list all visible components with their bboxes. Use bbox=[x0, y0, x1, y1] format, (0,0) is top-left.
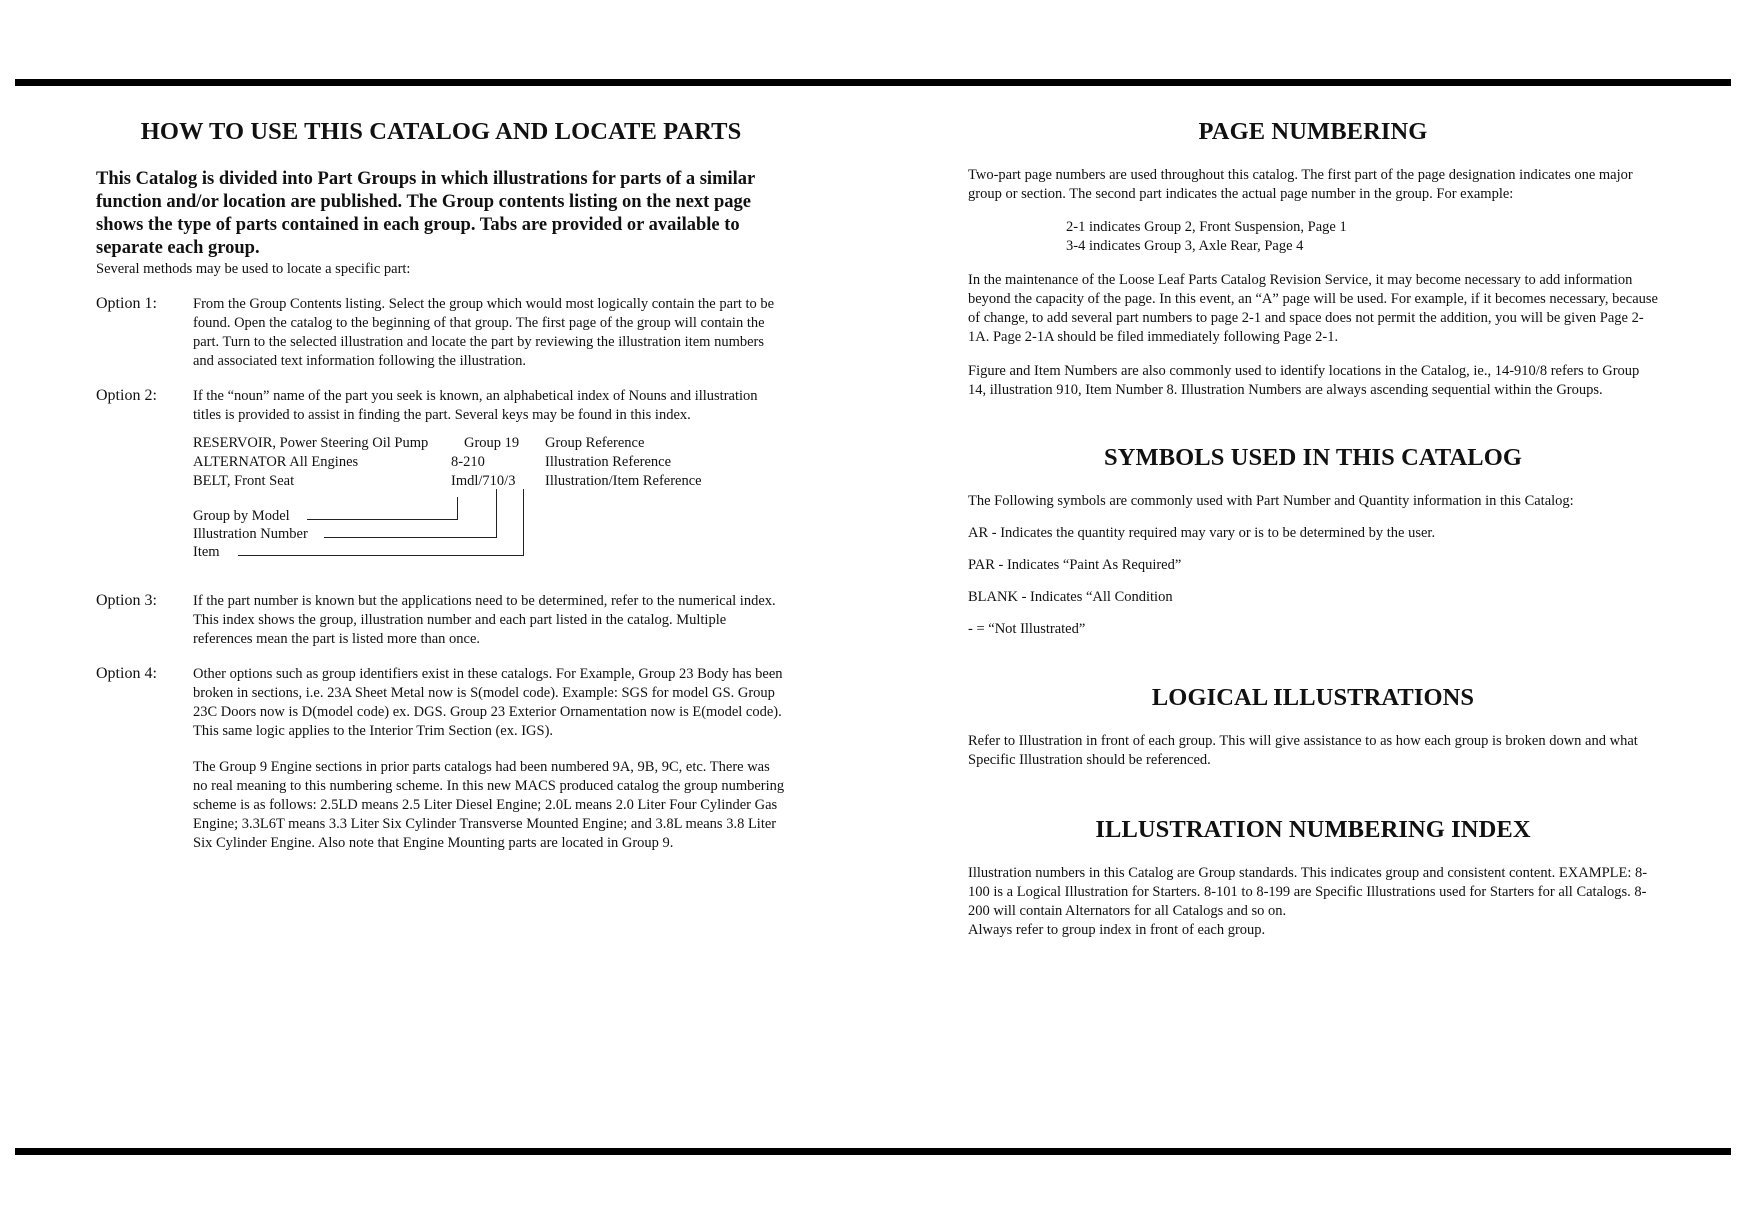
key-group-by-model: Group by Model bbox=[193, 508, 290, 524]
example-name: RESERVOIR, Power Steering Oil Pump bbox=[193, 435, 429, 451]
leader-line bbox=[523, 489, 524, 556]
catalog-intro-lead: This Catalog is divided into Part Groups in which illustrations for parts of a similar function and/or location are published. The Group contents listing on the next page shows the type of parts contained in each group. Tabs are provided or available to separate each group. bbox=[96, 169, 755, 258]
option-text: If the part number is known but the applications need to be determined, refer to the numerical index. This index shows the group, illustration number and each part listed in the catalog. Multiple references mean the part is listed more than once. bbox=[193, 593, 776, 647]
symbol-ar: AR - Indicates the quantity required may vary or is to be determined by the user. bbox=[968, 525, 1436, 541]
leader-line bbox=[307, 519, 457, 520]
option-text: From the Group Contents listing. Select the group which would most logically contain the part to be found. Open the catalog to the beginning of that group. The first page of the group will contain the part. Turn to the selected illustration and locate the part by reviewing the illustration item numbers and associated text information following the illustration. bbox=[193, 296, 775, 369]
leader-line bbox=[238, 555, 523, 556]
how-to-use-title: HOW TO USE THIS CATALOG AND LOCATE PARTS bbox=[140, 118, 742, 145]
option-1 bbox=[96, 295, 786, 371]
example-ref: Illustration Reference bbox=[545, 454, 672, 470]
symbols-intro: The Following symbols are commonly used with Part Number and Quantity information in this Catalog: bbox=[968, 493, 1574, 509]
bottom-rule bbox=[15, 1148, 1731, 1155]
option-text: If the “noun” name of the part you seek is known, an alphabetical index of Nouns and illustration titles is provided to assist in finding the part. Several keys may be found in this index. bbox=[193, 388, 758, 423]
page-numbering-title: PAGE NUMBERING bbox=[1198, 118, 1428, 145]
logical-illustrations-title: LOGICAL ILLUSTRATIONS bbox=[1151, 684, 1475, 711]
option-label: Option 3: bbox=[96, 592, 157, 609]
page-numbering-p2: In the maintenance of the Loose Leaf Parts Catalog Revision Service, it may become necessary to add information beyond the capacity of the page. In this event, an “A” page will be used. For example, if it becomes necessary, because of change, to add several part numbers to page 2-1 and space does not permit the addition, you will be given Page 2-1A. Page 2-1A should be filed immediately following Page 2-1. bbox=[968, 272, 1658, 345]
left-column bbox=[96, 118, 786, 853]
example-name: ALTERNATOR All Engines bbox=[193, 454, 359, 470]
leader-line bbox=[496, 489, 497, 538]
right-column bbox=[968, 118, 1658, 940]
option-label: Option 4: bbox=[96, 665, 157, 682]
key-item: Item bbox=[193, 544, 220, 560]
symbols-title: SYMBOLS USED IN THIS CATALOG bbox=[1103, 444, 1523, 471]
leader-line bbox=[457, 497, 458, 520]
page-numbering-p1: Two-part page numbers are used throughout this catalog. The first part of the page designation indicates one major group or section. The second part indicates the actual page number in the group. For example: bbox=[968, 167, 1633, 202]
example-ref: Group Reference bbox=[545, 435, 645, 451]
option-label: Option 1: bbox=[96, 295, 157, 312]
illustration-numbering-title: ILLUSTRATION NUMBERING INDEX bbox=[1095, 816, 1531, 843]
page-example-1: 2-1 indicates Group 2, Front Suspension, Page 1 bbox=[1066, 219, 1347, 235]
symbol-blank: BLANK - Indicates “All Condition bbox=[968, 589, 1173, 605]
symbol-par: PAR - Indicates “Paint As Required” bbox=[968, 557, 1182, 573]
index-key-diagram bbox=[193, 434, 786, 562]
option-text: Other options such as group identifiers exist in these catalogs. For Example, Group 23 Body has been broken in sections, i.e. 23A Sheet Metal now is S(model code). Example: SGS for model GS. Group 23C Doors now is D(model code) ex. DGS. Group 23 Exterior Ornamentation now is E(model code). This same logic applies to the Interior Trim Section (ex. IGS). bbox=[193, 666, 783, 739]
illustration-numbering-note: Always refer to group index in front of each group. bbox=[968, 922, 1266, 938]
engine-note: The Group 9 Engine sections in prior parts catalogs had been numbered 9A, 9B, 9C, etc. There was no real meaning to this numbering scheme. In this new MACS produced catalog the group numbering scheme is as follows: 2.5LD means 2.5 Liter Diesel Engine; 2.0L means 2.0 Liter Four Cylinder Gas Engine; 3.3L6T means 3.3 Liter Six Cylinder Transverse Mounted Engine; and 3.8L means 3.8 Liter Six Cylinder Engine. Also note that Engine Mounting parts are located in Group 9. bbox=[193, 759, 785, 851]
page-example-2: 3-4 indicates Group 3, Axle Rear, Page 4 bbox=[1066, 238, 1304, 254]
example-code: Group 19 bbox=[464, 435, 520, 451]
illustration-numbering-text: Illustration numbers in this Catalog are Group standards. This indicates group and consistent content. EXAMPLE: 8-100 is a Logical Illustration for Starters. 8-101 to 8-199 are Specific Illustrations used for Starters for all Catalogs. 8-200 will contain Alternators for all Catalogs and so on. bbox=[968, 865, 1648, 919]
example-ref: Illustration/Item Reference bbox=[545, 473, 702, 489]
methods-intro: Several methods may be used to locate a specific part: bbox=[96, 261, 411, 277]
top-rule bbox=[15, 79, 1731, 86]
example-name: BELT, Front Seat bbox=[193, 473, 295, 489]
option-4 bbox=[96, 665, 786, 853]
example-code: 8-210 bbox=[451, 454, 485, 470]
symbol-dash: - = “Not Illustrated” bbox=[968, 621, 1086, 637]
example-code: Imdl/710/3 bbox=[451, 473, 516, 489]
option-3 bbox=[96, 592, 786, 649]
option-2 bbox=[96, 387, 786, 425]
option-label: Option 2: bbox=[96, 387, 157, 404]
page-numbering-p3: Figure and Item Numbers are also commonly used to identify locations in the Catalog, ie., 14-910/8 refers to Group 14, illustration 910, Item Number 8. Illustration Numbers are always ascending sequential within the Groups. bbox=[968, 363, 1640, 398]
logical-illustrations-text: Refer to Illustration in front of each group. This will give assistance to as how each group is broken down and what Specific Illustration should be referenced. bbox=[968, 733, 1638, 768]
key-illustration-number: Illustration Number bbox=[193, 526, 308, 542]
leader-line bbox=[324, 537, 496, 538]
